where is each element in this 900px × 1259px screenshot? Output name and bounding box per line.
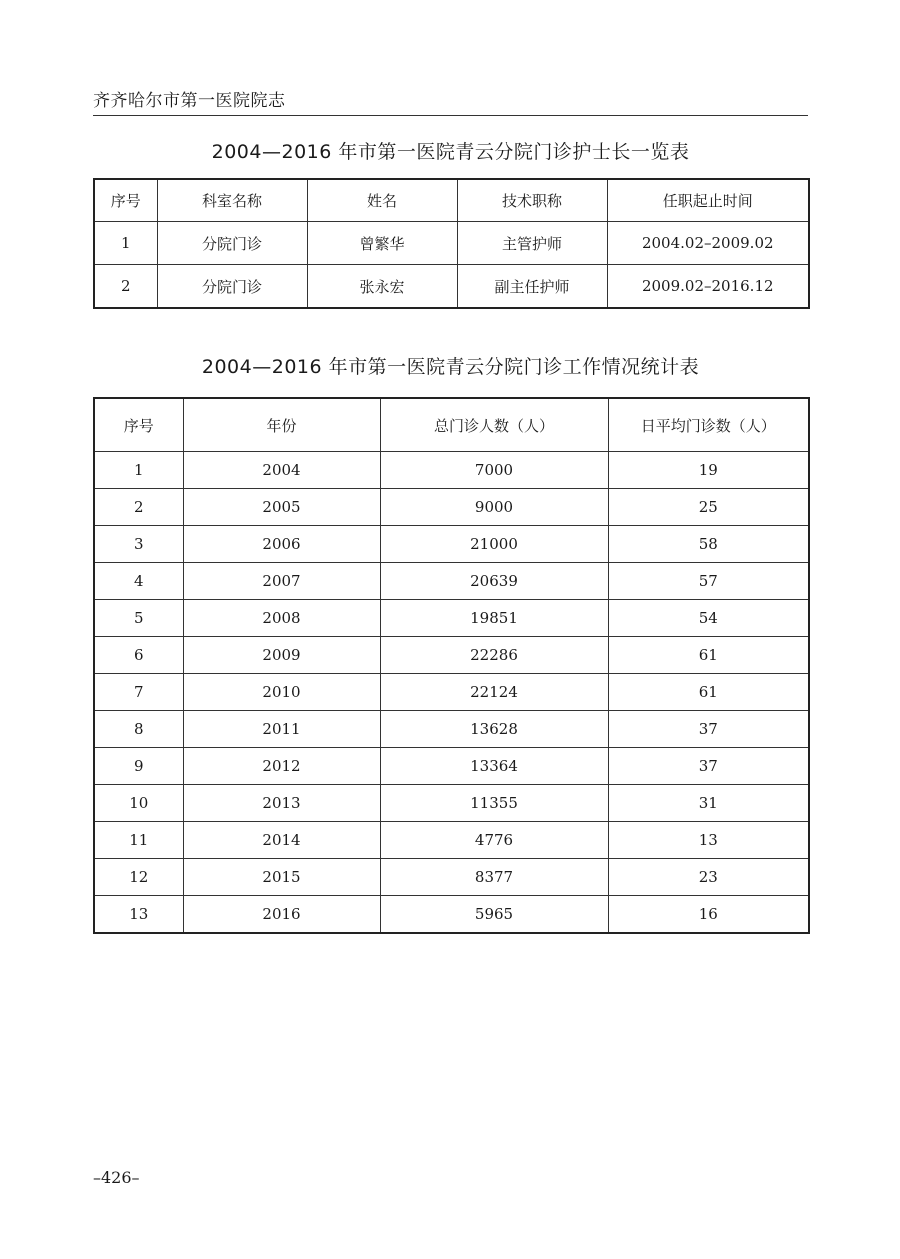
table-cell: 5965 — [380, 896, 608, 934]
table-cell: 曾繁华 — [307, 222, 457, 265]
outpatient-stats-table — [93, 397, 810, 934]
column-header: 任职起止时间 — [607, 179, 809, 222]
table-cell: 7000 — [380, 452, 608, 489]
table-row — [94, 785, 809, 822]
table-cell: 3 — [94, 526, 183, 563]
table-cell: 13364 — [380, 748, 608, 785]
table-cell: 10 — [94, 785, 183, 822]
table-cell: 31 — [608, 785, 809, 822]
table-row — [94, 822, 809, 859]
table-cell: 1 — [94, 222, 157, 265]
table-cell: 11355 — [380, 785, 608, 822]
table-cell: 2012 — [183, 748, 380, 785]
table-cell: 61 — [608, 674, 809, 711]
table-cell: 2010 — [183, 674, 380, 711]
table-cell: 2009 — [183, 637, 380, 674]
table-row — [94, 674, 809, 711]
table-cell: 12 — [94, 859, 183, 896]
table-cell: 2004.02–2009.02 — [607, 222, 809, 265]
column-header: 技术职称 — [457, 179, 607, 222]
table-cell: 4 — [94, 563, 183, 600]
table-cell: 2013 — [183, 785, 380, 822]
table-cell: 2009.02–2016.12 — [607, 265, 809, 309]
table-row — [94, 563, 809, 600]
table-cell: 22286 — [380, 637, 608, 674]
table2-title: 2004—2016 年市第一医院青云分院门诊工作情况统计表 — [201, 356, 700, 378]
table-cell: 37 — [608, 748, 809, 785]
table-cell: 22124 — [380, 674, 608, 711]
table-cell: 8377 — [380, 859, 608, 896]
column-header: 科室名称 — [157, 179, 307, 222]
table-cell: 9000 — [380, 489, 608, 526]
table-row — [94, 711, 809, 748]
table-cell: 19851 — [380, 600, 608, 637]
table-row — [94, 600, 809, 637]
column-header: 序号 — [94, 398, 183, 452]
table-cell: 2 — [94, 489, 183, 526]
table-cell: 2007 — [183, 563, 380, 600]
table-cell: 2005 — [183, 489, 380, 526]
table-cell: 11 — [94, 822, 183, 859]
table-cell: 2008 — [183, 600, 380, 637]
column-header: 序号 — [94, 179, 157, 222]
column-header: 年份 — [183, 398, 380, 452]
table-cell: 主管护师 — [457, 222, 607, 265]
table-cell: 20639 — [380, 563, 608, 600]
table-cell: 4776 — [380, 822, 608, 859]
page-number: –426– — [93, 1168, 140, 1187]
column-header: 日平均门诊数（人） — [608, 398, 809, 452]
table-cell: 1 — [94, 452, 183, 489]
table-cell: 57 — [608, 563, 809, 600]
table-cell: 2011 — [183, 711, 380, 748]
table-cell: 13628 — [380, 711, 608, 748]
table-cell: 61 — [608, 637, 809, 674]
table-cell: 2 — [94, 265, 157, 309]
table-row — [94, 896, 809, 934]
table-row — [94, 526, 809, 563]
table-cell: 副主任护师 — [457, 265, 607, 309]
table-cell: 54 — [608, 600, 809, 637]
table-row — [94, 222, 809, 265]
table-cell: 2006 — [183, 526, 380, 563]
table-row — [94, 637, 809, 674]
table-cell: 9 — [94, 748, 183, 785]
table-cell: 2014 — [183, 822, 380, 859]
running-header: 齐齐哈尔市第一医院院志 — [93, 91, 286, 111]
table-cell: 37 — [608, 711, 809, 748]
table-cell: 23 — [608, 859, 809, 896]
table-cell: 2016 — [183, 896, 380, 934]
table-header-row — [94, 179, 809, 222]
table1-title: 2004—2016 年市第一医院青云分院门诊护士长一览表 — [211, 141, 690, 163]
table-cell: 分院门诊 — [157, 265, 307, 309]
table-cell: 2015 — [183, 859, 380, 896]
header-rule — [93, 115, 808, 116]
table-cell: 21000 — [380, 526, 608, 563]
table-row — [94, 265, 809, 309]
table-row — [94, 859, 809, 896]
table-cell: 2004 — [183, 452, 380, 489]
table-header-row — [94, 398, 809, 452]
table-row — [94, 748, 809, 785]
table-cell: 13 — [94, 896, 183, 934]
table-row — [94, 489, 809, 526]
table-cell: 16 — [608, 896, 809, 934]
table-cell: 7 — [94, 674, 183, 711]
table-cell: 分院门诊 — [157, 222, 307, 265]
table-cell: 8 — [94, 711, 183, 748]
table-row — [94, 452, 809, 489]
table-cell: 5 — [94, 600, 183, 637]
table-cell: 张永宏 — [307, 265, 457, 309]
table-cell: 6 — [94, 637, 183, 674]
table-cell: 58 — [608, 526, 809, 563]
column-header: 姓名 — [307, 179, 457, 222]
head-nurse-table — [93, 178, 810, 309]
table-cell: 13 — [608, 822, 809, 859]
table-cell: 19 — [608, 452, 809, 489]
table-cell: 25 — [608, 489, 809, 526]
column-header: 总门诊人数（人） — [380, 398, 608, 452]
